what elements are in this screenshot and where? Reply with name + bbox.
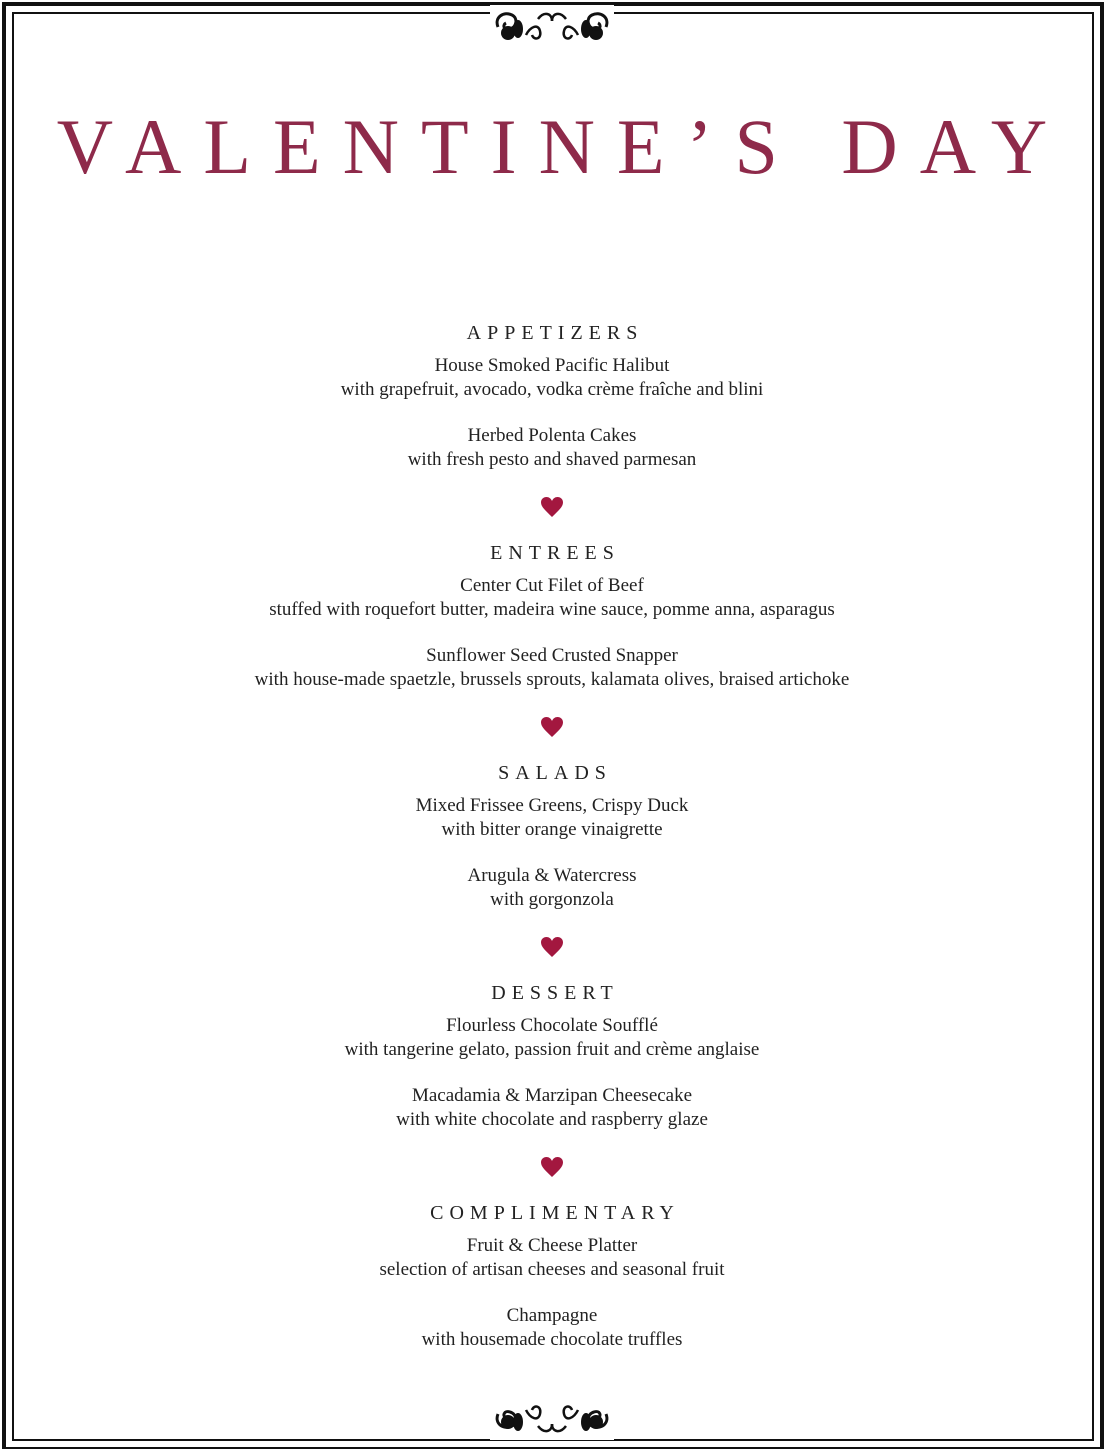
menu-item [0, 1304, 1104, 1352]
menu-item [0, 574, 1104, 622]
item-description: stuffed with roquefort butter, madeira wine sauce, pomme anna, asparagus [269, 599, 835, 620]
item-description: with tangerine gelato, passion fruit and crème anglaise [344, 1039, 760, 1060]
item-name: Flourless Chocolate Soufflé [446, 1015, 658, 1036]
scroll-ornament-bottom [490, 1400, 614, 1440]
item-name: Arugula & Watercress [467, 865, 637, 886]
section-divider [0, 926, 1104, 968]
item-description: with bitter orange vinaigrette [441, 819, 663, 840]
page-title: VALENTINE’S DAY [56, 103, 1070, 190]
item-description: with fresh pesto and shaved parmesan [407, 449, 697, 470]
item-description: with housemade chocolate truffles [421, 1329, 683, 1350]
item-name: Fruit & Cheese Platter [466, 1235, 638, 1256]
scroll-ornament-icon [490, 1400, 614, 1440]
item-description: with gorgonzola [490, 889, 614, 910]
menu-item [0, 644, 1104, 692]
menu-item [0, 1234, 1104, 1282]
menu-item [0, 1014, 1104, 1062]
section-complimentary [0, 1198, 1104, 1352]
section-heading: DESSERT [491, 982, 619, 1004]
scroll-ornament-top [490, 5, 614, 45]
section-divider [0, 706, 1104, 748]
item-name: Sunflower Seed Crusted Snapper [426, 645, 678, 666]
section-heading: SALADS [498, 762, 612, 784]
item-name: Herbed Polenta Cakes [467, 425, 637, 446]
section-heading: COMPLIMENTARY [430, 1202, 680, 1224]
section-salads [0, 758, 1104, 912]
heart-icon [540, 716, 564, 738]
menu-item [0, 864, 1104, 912]
menu-item [0, 794, 1104, 842]
item-description: with white chocolate and raspberry glaze [396, 1109, 708, 1130]
item-description: selection of artisan cheeses and seasonal fruit [379, 1259, 725, 1280]
item-name: Champagne [506, 1305, 598, 1326]
section-divider [0, 1146, 1104, 1188]
item-name: House Smoked Pacific Halibut [434, 355, 670, 376]
scroll-ornament-icon [490, 5, 614, 45]
item-description: with grapefruit, avocado, vodka crème fraîche and blini [340, 379, 764, 400]
item-name: Macadamia & Marzipan Cheesecake [411, 1085, 693, 1106]
heart-icon [540, 1156, 564, 1178]
item-name: Mixed Frissee Greens, Crispy Duck [415, 795, 689, 816]
menu-sections [0, 318, 1104, 1352]
item-name: Center Cut Filet of Beef [460, 575, 644, 596]
menu-item [0, 1084, 1104, 1132]
section-divider [0, 486, 1104, 528]
heart-icon [540, 936, 564, 958]
section-heading: APPETIZERS [466, 322, 644, 344]
menu-item [0, 354, 1104, 402]
section-heading: ENTREES [490, 542, 620, 564]
heart-icon [540, 496, 564, 518]
section-entrees [0, 538, 1104, 692]
section-dessert [0, 978, 1104, 1132]
item-description: with house-made spaetzle, brussels sprouts, kalamata olives, braised artichoke [254, 669, 850, 690]
section-appetizers [0, 318, 1104, 472]
menu-item [0, 424, 1104, 472]
